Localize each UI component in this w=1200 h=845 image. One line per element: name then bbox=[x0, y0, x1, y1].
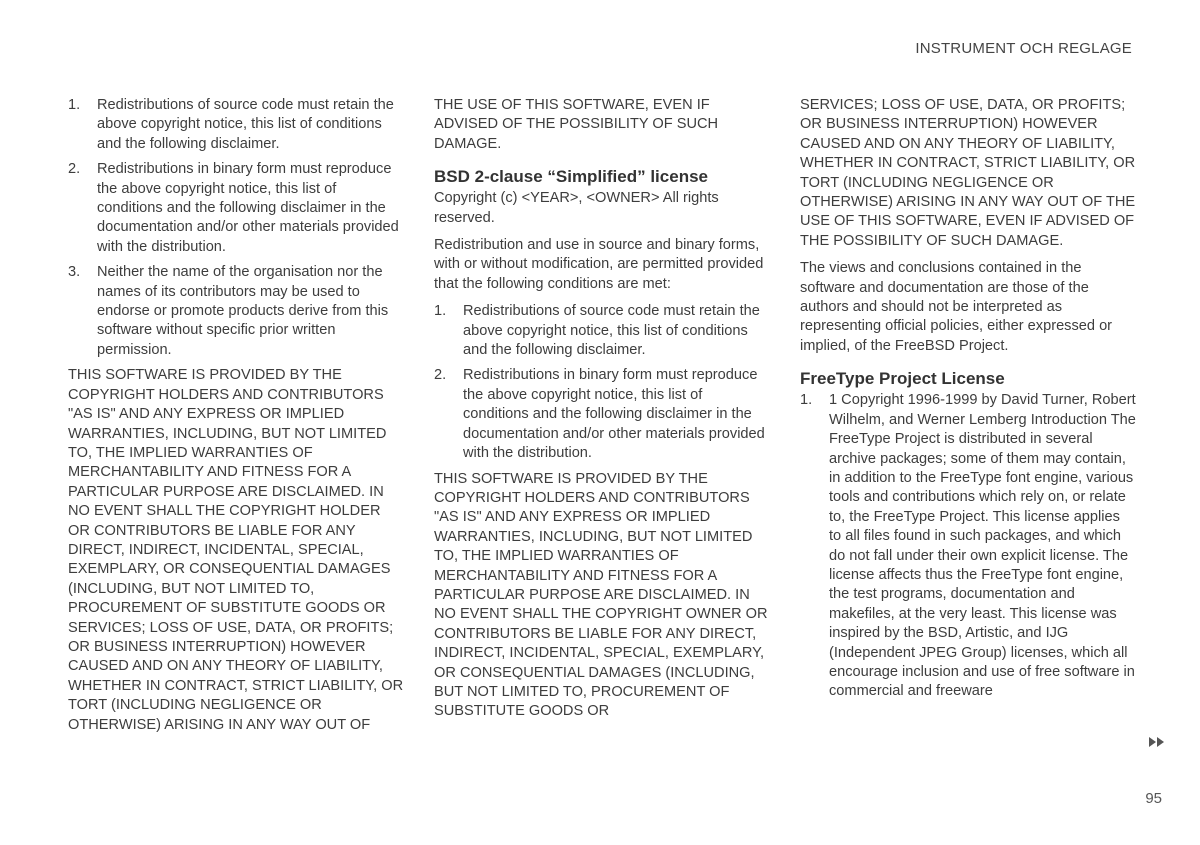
disclaimer-continuation: SERVICES; LOSS OF USE, DATA, OR PROFITS; OR BUSINESS INTERRUPTION) HOWEVER CAUSED AND ON ANY THEORY OF LIABILITY, WHETHER IN CONTRACT, STRICT LIABILITY, OR TORT (INCLUDING NEGLIGENCE OR OTHERWISE) ARISING IN ANY WAY OUT OF THE USE OF THIS SOFTWARE, EVEN IF ADVISED OF THE POSSIBILITY OF SUCH DAMAGE. bbox=[800, 97, 1136, 249]
list-item-text: 1 Copyright 1996-1999 by David Turner, Robert Wilhelm, and Werner Lemberg Introduction The FreeType Project is distributed in several archive packages; some of them may contain, in addition to the FreeType font engine, various tools and contributions which rely on, or relate to, the FreeType Project. This license applies to all files found in such packages, and which do not fall under their own explicit license. The license affects thus the FreeType font engine, the test programs, documentation and makefiles, at the very least. This license was inspired by the BSD, Artistic, and IJG (Independent JPEG Group) licenses, which all encourage inclusion and use of free software in commercial and freeware bbox=[829, 392, 1136, 700]
list-item bbox=[68, 263, 404, 360]
column-3 bbox=[800, 96, 1136, 708]
disclaimer-continuation: THE USE OF THIS SOFTWARE, EVEN IF ADVISED OF THE POSSIBILITY OF SUCH DAMAGE. bbox=[434, 97, 719, 152]
list-item bbox=[434, 366, 770, 463]
copyright-comma: , bbox=[578, 190, 587, 207]
list-item-text: Redistributions of source code must retain the above copyright notice, this list of conditions and the following disclaimer. bbox=[463, 303, 760, 359]
list-item-number: 2. bbox=[68, 161, 81, 178]
freetype-list bbox=[800, 391, 1136, 702]
list-item bbox=[434, 302, 770, 360]
conditions-list bbox=[434, 302, 770, 463]
section-header: INSTRUMENT OCH REGLAGE bbox=[915, 40, 1132, 57]
list-item bbox=[68, 96, 404, 154]
disclaimer-paragraph: THIS SOFTWARE IS PROVIDED BY THE COPYRIGHT HOLDERS AND CONTRIBUTORS "AS IS" AND ANY EXPRESS OR IMPLIED WARRANTIES, INCLUDING, BUT NOT LIMITED TO, THE IMPLIED WARRANTIES OF MERCHANTABILITY AND FITNESS FOR A PARTICULAR PURPOSE ARE DISCLAIMED. IN NO EVENT SHALL THE COPYRIGHT HOLDER OR CONTRIBUTORS BE LIABLE FOR ANY DIRECT, INDIRECT, INCIDENTAL, SPECIAL, EXEMPLARY, OR CONSEQUENTIAL DAMAGES (INCLUDING, BUT NOT LIMITED TO, PROCUREMENT OF SUBSTITUTE GOODS OR SERVICES; LOSS OF USE, DATA, OR PROFITS; OR BUSINESS INTERRUPTION) HOWEVER CAUSED AND ON ANY THEORY OF LIABILITY, WHETHER IN CONTRACT, STRICT LIABILITY, OR TORT (INCLUDING NEGLIGENCE OR OTHERWISE) ARISING IN ANY WAY OUT OF bbox=[68, 367, 404, 733]
list-item bbox=[800, 391, 1136, 702]
list-item-number: 1. bbox=[68, 97, 81, 113]
list-item-text: Neither the name of the organisation nor the names of its contributors may be used to endorse or promote products derive from this software without specific prior written permission. bbox=[97, 264, 389, 358]
copyright-prefix: Copyright (c) bbox=[434, 190, 522, 207]
list-item-number: 2. bbox=[434, 367, 447, 384]
list-item-text: Redistributions in binary form must reproduce the above copyright notice, this list of conditions and the following disclaimer in the documentation and/or other materials provided with the distribution. bbox=[463, 367, 765, 462]
owner-placeholder: <OWNER> bbox=[586, 190, 660, 207]
redistribution-paragraph: Redistribution and use in source and binary forms, with or without modification, are permitted provided that the following conditions are met: bbox=[434, 237, 764, 292]
freetype-license-heading: FreeType Project License bbox=[800, 369, 1005, 389]
bsd-license-heading: BSD 2-clause “Simplified” license bbox=[434, 167, 708, 187]
copyright-line bbox=[434, 189, 770, 228]
list-item-number: 1. bbox=[434, 303, 447, 320]
page-number: 95 bbox=[1145, 790, 1162, 807]
list-item bbox=[68, 160, 404, 257]
list-item-number: 1. bbox=[800, 392, 813, 409]
column-2 bbox=[434, 96, 770, 722]
year-placeholder: <YEAR> bbox=[521, 190, 579, 207]
conditions-list bbox=[68, 96, 404, 360]
list-item-number: 3. bbox=[68, 264, 81, 281]
rights-suffix: All rights reserved. bbox=[434, 190, 719, 226]
list-item-text: Redistributions of source code must retain the above copyright notice, this list of conditions and the following disclaimer. bbox=[97, 97, 394, 152]
views-paragraph: The views and conclusions contained in the software and documentation are those of the authors and should not be interpreted as representing official policies, either expressed or implied, of the FreeBSD Project. bbox=[800, 260, 1113, 354]
double-chevron-right-icon bbox=[1148, 736, 1166, 748]
disclaimer-paragraph: THIS SOFTWARE IS PROVIDED BY THE COPYRIGHT HOLDERS AND CONTRIBUTORS "AS IS" AND ANY EXPRESS OR IMPLIED WARRANTIES, INCLUDING, BUT NOT LIMITED TO, THE IMPLIED WARRANTIES OF MERCHANTABILITY AND FITNESS FOR A PARTICULAR PURPOSE ARE DISCLAIMED. IN NO EVENT SHALL THE COPYRIGHT OWNER OR CONTRIBUTORS BE LIABLE FOR ANY DIRECT, INDIRECT, INCIDENTAL, SPECIAL, EXEMPLARY, OR CONSEQUENTIAL DAMAGES (INCLUDING, BUT NOT LIMITED TO, PROCUREMENT OF SUBSTITUTE GOODS OR bbox=[434, 470, 768, 720]
column-1 bbox=[68, 96, 404, 735]
list-item-text: Redistributions in binary form must reproduce the above copyright notice, this list of conditions and the following disclaimer in the documentation and/or other materials provided with the distribution. bbox=[97, 161, 399, 255]
double-chevron-right-icon bbox=[1148, 736, 1166, 751]
